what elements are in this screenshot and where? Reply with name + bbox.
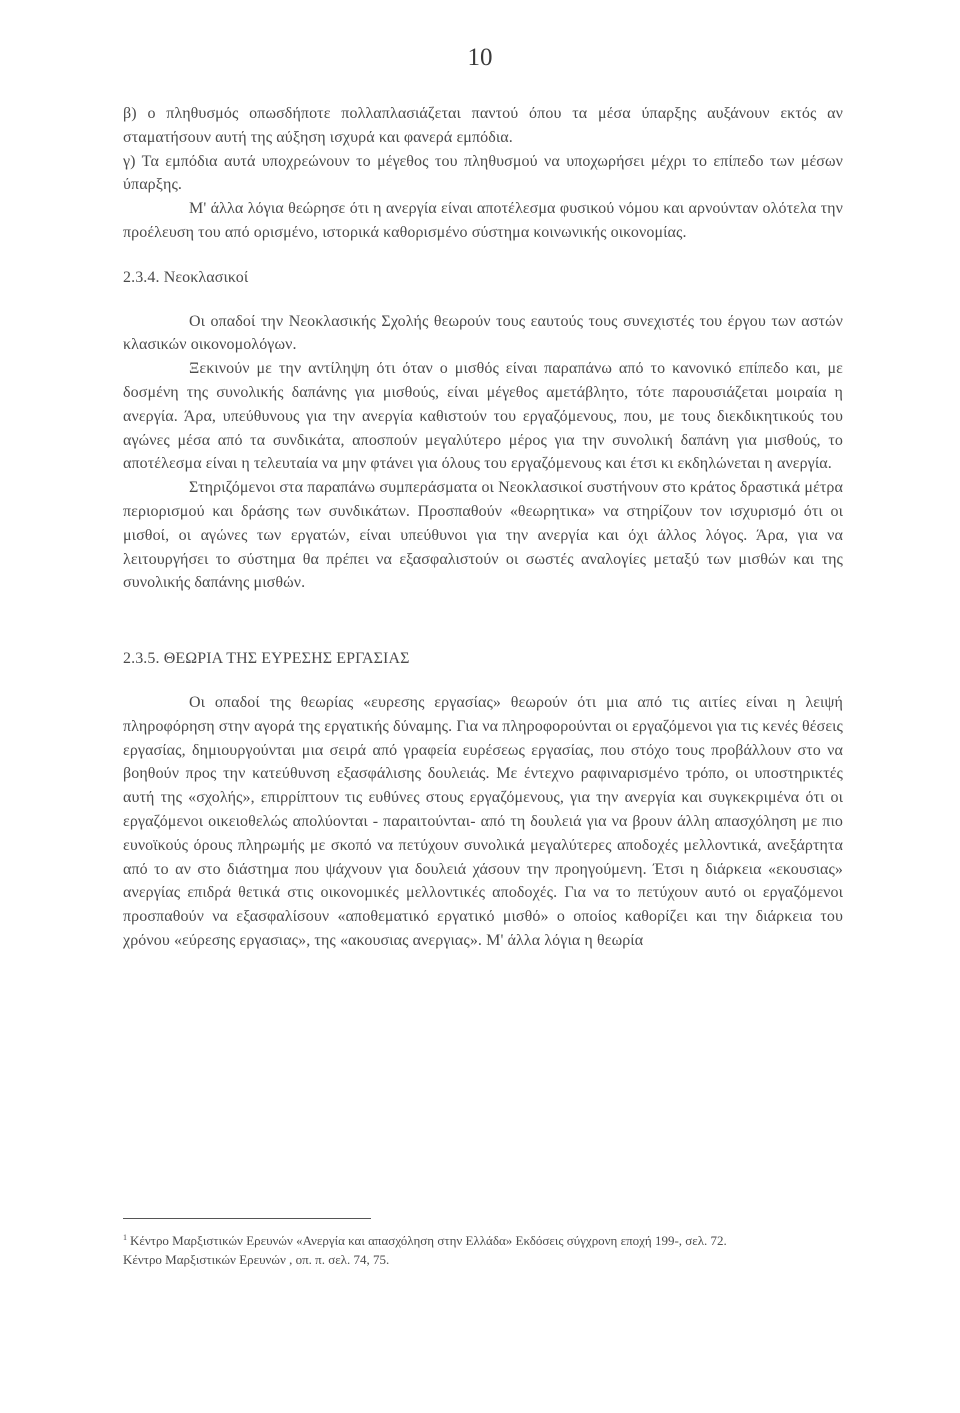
paragraph-job-search: Οι οπαδοί της θεωρίας «ευρεσης εργασίας» θεωρούν ότι μια από τις αιτίες είναι η λειψή πληροφόρηση στην αγορά της εργατικής δύναμης. Για να πληροφορούνται οι εργαζόμενοι για τις κενές θέσεις εργασίας, δημιουργούνται μια σειρά από γραφεία ευρέσεως εργασίας, που στόχο τους προβάλλουν στο να βοηθούν προς την κατεύθυνση εξασφάλισης δουλειάς. Με έντεχνο ραφιναρισμένο τρόπο, οι υποστηρικτές αυτή της «σχολής», επιρρίπτουν τις ευθύνες στους εργαζόμενους, για την ανεργία και συγκεκριμένα ότι οι εργαζόμενοι οικειοθελώς απολύονται - παραιτούνται- από τη δουλειά για να βρουν άλλη απασχόληση με πιο ευνοϊκούς όρους πληρωμής με σκοπό να πετύχουν συνολικά μεγαλύτερες αποδοχές μελλοντικά, ανεξάρτητα από το αν στο διάστημα που ψάχνουν για δουλειά χάσουν την προηγούμενη. Έτσι η διάρκεια «εκουσιας» ανεργίας επιδρά θετικά στις οικονομικές μελλοντικές αποδοχές. Για να το πετύχουν αυτό οι εργαζόμενοι προσπαθούν να εξασφαλίσουν «αποθεματικό εργατικό μισθό» ο οποίος καθορίζει και την διάρκεια του χρόνου «εύρεσης εργασιας», της «ακουσιας ανεργιας». Μ' άλλα λόγια η θεωρία (123, 693, 843, 949)
footnote-divider (123, 1218, 371, 1219)
footnote-2-text: Κέντρο Μαρξιστικών Ερευνών , οπ. π. σελ. 74, 75. (123, 1251, 390, 1267)
footnote-1-marker: 1 (123, 1232, 127, 1242)
paragraph-gamma: γ) Τα εμπόδια αυτά υποχρεώνουν το μέγεθος του πληθυσμού να υποχωρήσει μέχρι το επίπεδο των μέσων ύπαρξης. (123, 152, 843, 194)
paragraph-neoclassical-intro: Οι οπαδοί την Νεοκλασικής Σχολής θεωρούν τους εαυτούς τους συνεχιστές του έργου των αστών κλασικών οικονομολόγων. (123, 312, 843, 354)
section-heading-neoclassical: 2.3.4. Νεοκλασικοί (123, 268, 249, 286)
paragraph-malthus-summary: Μ' άλλα λόγια θεώρησε ότι η ανεργία είναι αποτέλεσμα φυσικού νόμου και αρνούνταν ολότελα την προέλευση του από ορισμένο, ιστορικά καθορισμένο σύστημα κοινωνικής οικονομίας. (123, 200, 843, 241)
paragraph-neoclassical-state: Στηριζόμενοι στα παραπάνω συμπεράσματα οι Νεοκλασικοί συστήνουν στο κράτος δραστικά μέτρα περιορισμού και δράσης των συνδικάτων. Προσπαθούν «θεωρητικα» να στηρίζουν τον ισχυρισμό ότι οι μισθοί, οι αγώνες των εργατών, είναι υπεύθυνοι για την ανεργία και όχι άλλος λόγος. Άρα, για να λειτουργήσει το σύστημα θα πρέπει να εξασφαλιστούν οι σωστές αναλογίες μεταξύ των μισθών και της συνολικής δαπάνης μισθών. (123, 479, 843, 592)
footnote-1-text: Κέντρο Μαρξιστικών Ερευνών «Ανεργία και απασχόληση στην Ελλάδα» Εκδόσεις σύγχρονη εποχή 199-, σελ. 72. (130, 1233, 727, 1248)
footnotes (123, 1232, 847, 1269)
paragraph-beta: β) ο πληθυσμός οπωσδήποτε πολλαπλασιάζεται παντού όπου τα μέσα ύπαρξης αυξάνουν εκτός αν σταματήσουν αυτή της αύξηση ισχυρά και φανερά εμπόδια. (123, 105, 843, 146)
page-number: 10 (467, 44, 493, 71)
paragraph-neoclassical-wages: Ξεκινούν με την αντίληψη ότι όταν ο μισθός είναι παραπάνω από το κανονικό επίπεδο και, με δοσμένη της συνολικής δαπάνης για μισθούς, είναι μέγεθος αμετάβλητο, τότε παρουσιάζεται μοιραία η ανεργία. Άρα, υπεύθυνους για την ανεργία καθιστούν του εργαζόμενους, που, με τους διεκδικητικούς του αγώνες μέσα από τα συνδικάτα, αποσπούν μεγαλύτερο μέρος για την συνολική δαπάνη για μισθούς, το αποτέλεσμα είναι η τελευταία να μην φτάνει για όλους του εργαζόμενους και έτσι κι εκδηλώνεται η ανεργία. (123, 360, 843, 473)
footnote-1 (123, 1232, 847, 1251)
section-heading-job-search-theory: 2.3.5. ΘΕΩΡΙΑ ΤΗΣ ΕΥΡΕΣΗΣ ΕΡΓΑΣΙΑΣ (123, 650, 410, 668)
footnote-2 (123, 1251, 847, 1270)
page-body (123, 102, 843, 953)
